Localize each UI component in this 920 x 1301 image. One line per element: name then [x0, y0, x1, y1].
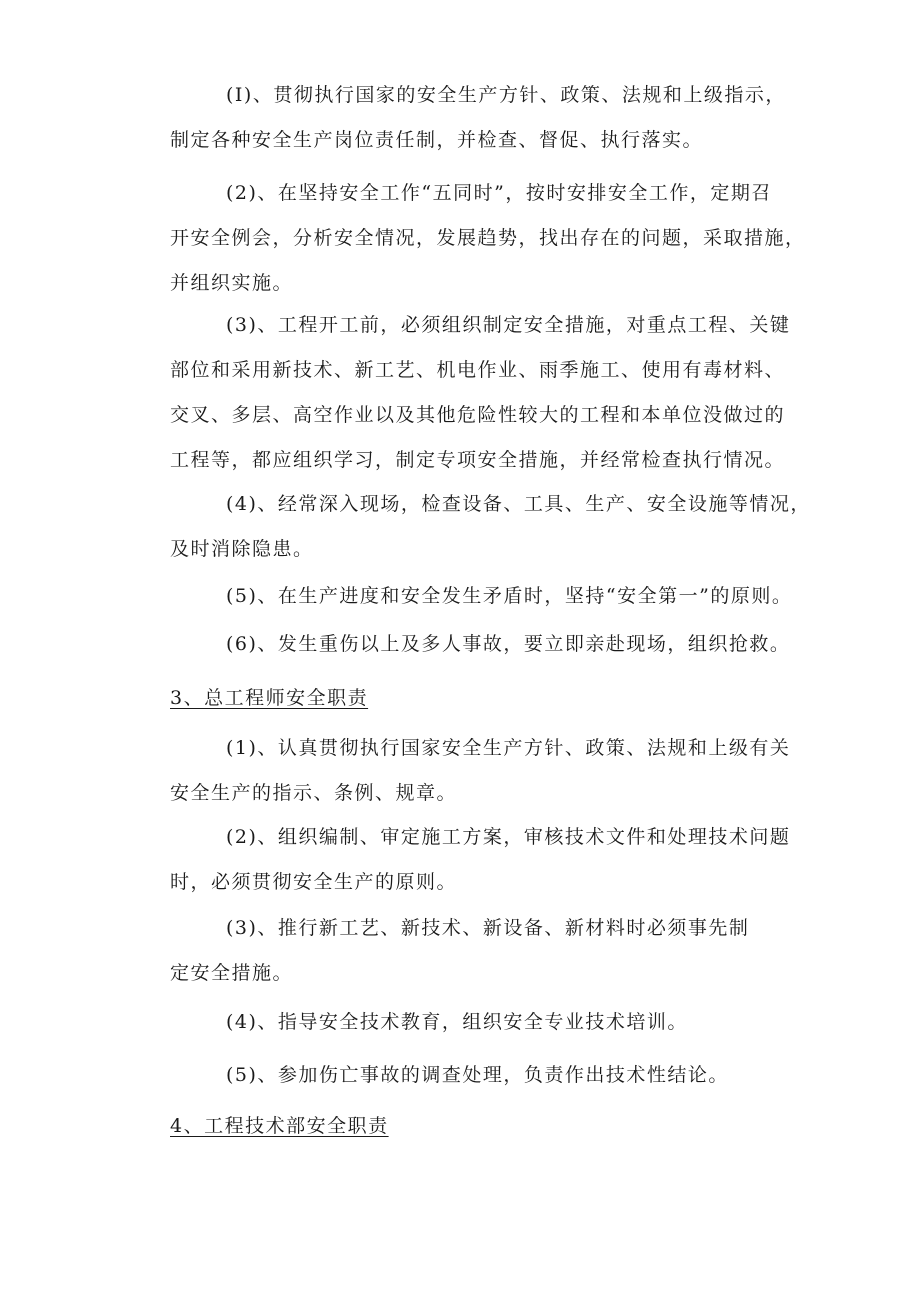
list-item [170, 574, 800, 619]
list-item [170, 906, 800, 996]
section-heading: 3、总工程师安全职责 [170, 687, 369, 709]
paragraph-line: (5)、参加伤亡事故的调查处理，负责作出技术性结论。 [226, 1064, 729, 1086]
paragraph-line: 时，必须贯彻安全生产的原则。 [170, 871, 458, 893]
list-item [170, 815, 800, 905]
list-item [170, 171, 806, 306]
paragraph-line: 并组织实施。 [170, 272, 294, 294]
paragraph-line: 及时消除隐患。 [170, 538, 314, 560]
paragraph-line: (6)、发生重伤以上及多人事故，要立即亲赴现场，组织抢救。 [226, 633, 791, 655]
paragraph-line: 交叉、多层、高空作业以及其他危险性较大的工程和本单位没做过的 [170, 404, 786, 426]
paragraph-line: 制定各种安全生产岗位责任制，并检查、督促、执行落实。 [170, 129, 704, 151]
paragraph-line: 定安全措施。 [170, 962, 294, 984]
list-item [170, 73, 800, 163]
paragraph-line: (3)、工程开工前，必须组织制定安全措施，对重点工程、关键 [226, 314, 791, 336]
paragraph-line: (4)、指导安全技术教育，组织安全专业技术培训。 [226, 1011, 688, 1033]
list-item [170, 482, 811, 572]
paragraph-line: (4)、经常深入现场，检查设备、工具、生产、安全设施等情况， [226, 493, 811, 515]
list-item [170, 1053, 800, 1098]
paragraph-line: 开安全例会，分析安全情况，发展趋势，找出存在的问题，采取措施， [170, 227, 806, 249]
paragraph-line: 部位和采用新技术、新工艺、机电作业、雨季施工、使用有毒材料、 [170, 359, 786, 381]
list-item [170, 726, 800, 816]
paragraph-line: (2)、组织编制、审定施工方案，审核技术文件和处理技术问题 [226, 826, 791, 848]
paragraph-line: 安全生产的指示、条例、规章。 [170, 782, 458, 804]
section-heading: 4、工程技术部安全职责 [170, 1115, 389, 1137]
paragraph-line: 工程等，都应组织学习，制定专项安全措施，并经常检查执行情况。 [170, 449, 786, 471]
list-item [170, 303, 800, 483]
paragraph-line: (2)、在坚持安全工作“五同时”，按时安排安全工作，定期召 [226, 182, 772, 204]
list-item [170, 1000, 800, 1045]
paragraph-line: (1)、认真贯彻执行国家安全生产方针、政策、法规和上级有关 [226, 737, 791, 759]
paragraph-line: (I)、贯彻执行国家的安全生产方针、政策、法规和上级指示， [226, 84, 786, 106]
paragraph-line: (5)、在生产进度和安全发生矛盾时，坚持“安全第一”的原则。 [226, 585, 793, 607]
paragraph-line: (3)、推行新工艺、新技术、新设备、新材料时必须事先制 [226, 917, 750, 939]
list-item [170, 622, 800, 667]
